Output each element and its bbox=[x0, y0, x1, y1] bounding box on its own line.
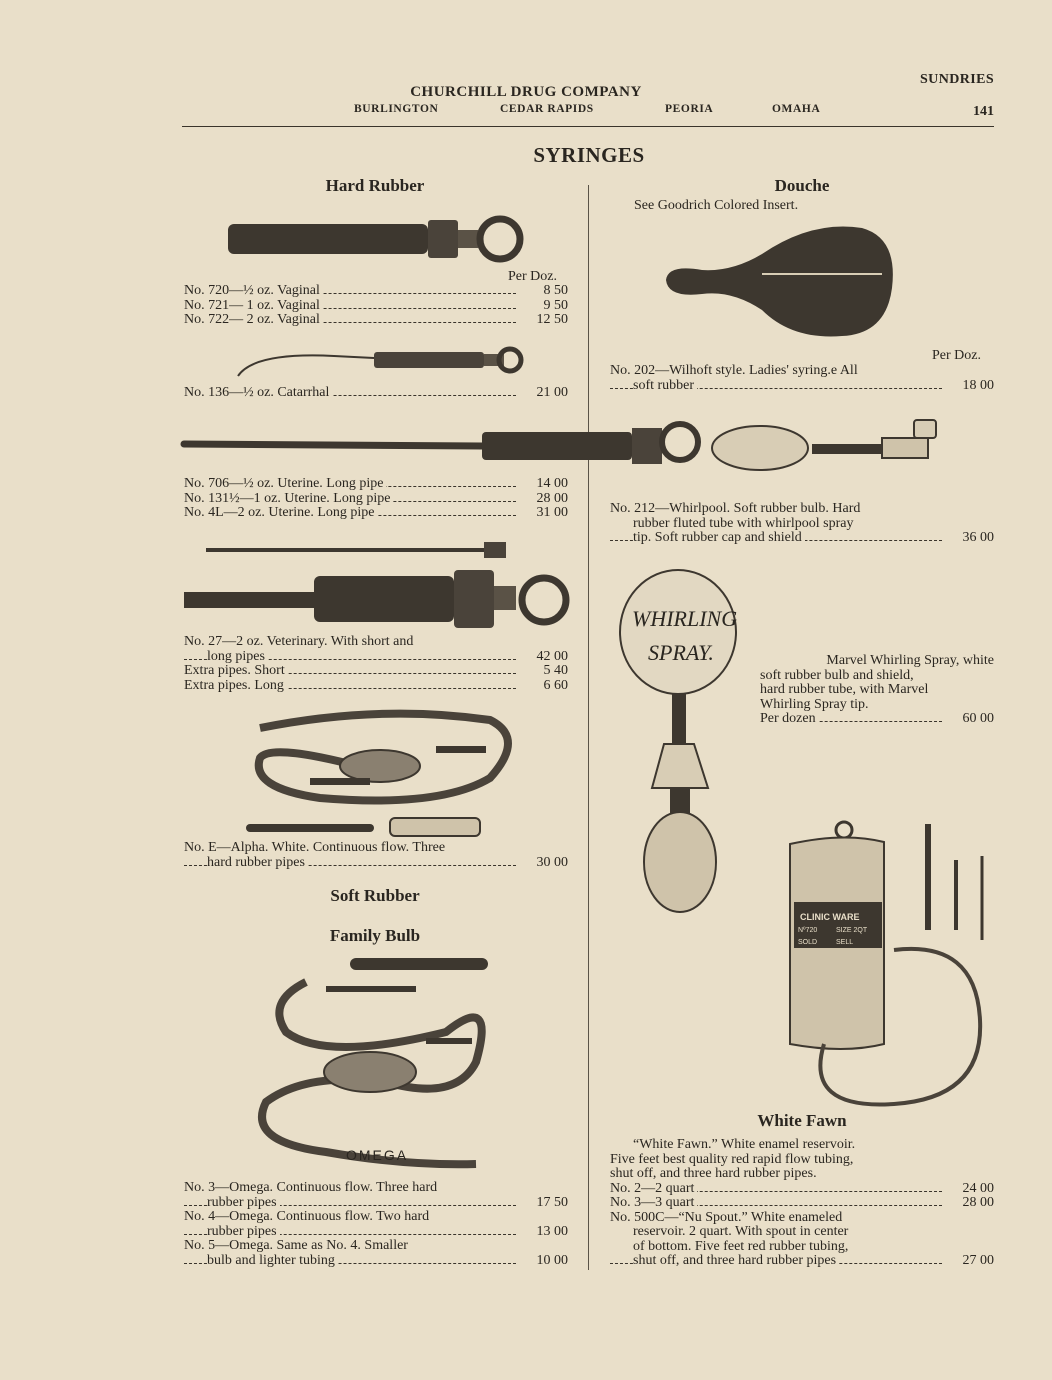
spray-bulb-text: SPRAY. bbox=[648, 640, 714, 665]
entry-line: No. E—Alpha. White. Continuous flow. Three bbox=[184, 841, 568, 856]
price-row: rubber pipes 13 00 bbox=[184, 1225, 568, 1240]
entry-line: reservoir. 2 quart. With spout in center bbox=[610, 1225, 994, 1240]
city-omaha: OMAHA bbox=[772, 103, 821, 115]
soft-rubber-heading: Soft Rubber bbox=[330, 886, 420, 905]
uterine-and-whirlpool-illustration bbox=[182, 418, 942, 474]
douche-heading: Douche bbox=[774, 176, 830, 195]
alpha-entry bbox=[184, 841, 568, 870]
family-bulb-heading: Family Bulb bbox=[329, 926, 421, 945]
entry-line: of bottom. Five feet red rubber tubing, bbox=[610, 1240, 994, 1255]
omega-bulb-label: OMEGA bbox=[346, 1147, 409, 1163]
veterinary-syringe-illustration bbox=[184, 538, 574, 634]
reservoir-size: SIZE 2QT bbox=[836, 927, 868, 934]
douche-note: See Goodrich Colored Insert. bbox=[634, 198, 799, 213]
omega-entries bbox=[184, 1181, 568, 1268]
price-row: No. 3—3 quart 28 00 bbox=[610, 1196, 994, 1210]
entry-line: No. 202—Wilhoft style. Ladies' syring.e All bbox=[610, 364, 994, 379]
page-title: SYRINGES bbox=[533, 143, 645, 167]
reservoir-number: Nº720 bbox=[798, 927, 818, 934]
price-row: No. 721— 1 oz. Vaginal 9 50 bbox=[184, 298, 568, 313]
reservoir-sold: SOLD bbox=[798, 939, 818, 946]
price-row: No. 720—½ oz. Vaginal 8 50 bbox=[184, 284, 568, 298]
price-row: No. 136—½ oz. Catarrhal 21 00 bbox=[184, 386, 568, 400]
entry-line: No. 27—2 oz. Veterinary. With short and bbox=[184, 635, 568, 650]
per-doz-label-right: Per Doz. bbox=[932, 348, 981, 363]
price-row: rubber pipes 17 50 bbox=[184, 1196, 568, 1211]
desc-line: Marvel Whirling Spray, white bbox=[826, 654, 994, 668]
fountain-reservoir-illustration bbox=[784, 820, 994, 1120]
whirling-spray-illustration bbox=[612, 566, 762, 926]
douche-202-entry bbox=[610, 364, 994, 393]
desc-line: soft rubber bulb and shield, bbox=[760, 669, 994, 684]
whirlpool-212-entry bbox=[610, 502, 994, 546]
uterine-syringe-list bbox=[184, 477, 568, 521]
vaginal-syringe-list bbox=[184, 284, 568, 328]
hard-rubber-heading: Hard Rubber bbox=[325, 176, 425, 195]
price-row: hard rubber pipes 30 00 bbox=[184, 856, 568, 871]
whirling-bulb-text: WHIRLING bbox=[632, 606, 738, 631]
price-row: Extra pipes. Long 6 60 bbox=[184, 678, 568, 693]
price-row: No. 131½—1 oz. Uterine. Long pipe 28 00 bbox=[184, 491, 568, 506]
company-name: CHURCHILL DRUG COMPANY bbox=[410, 84, 642, 100]
reservoir-brand: CLINIC WARE bbox=[800, 912, 860, 922]
desc-line: “White Fawn.” White enamel reservoir. bbox=[610, 1138, 994, 1153]
price-row: Extra pipes. Short 5 40 bbox=[184, 664, 568, 678]
douche-bulb-illustration bbox=[662, 224, 902, 342]
price-row: bulb and lighter tubing 10 00 bbox=[184, 1254, 568, 1269]
veterinary-entry bbox=[184, 635, 568, 693]
price-row: No. 722— 2 oz. Vaginal 12 50 bbox=[184, 313, 568, 327]
city-cedar-rapids: CEDAR RAPIDS bbox=[500, 103, 594, 115]
catarrhal-syringe-illustration bbox=[234, 346, 534, 382]
desc-line: Whirling Spray tip. bbox=[760, 698, 994, 713]
catarrhal-entry bbox=[184, 386, 568, 401]
entry-line: No. 4—Omega. Continuous flow. Two hard bbox=[184, 1210, 568, 1225]
price-row: No. 706—½ oz. Uterine. Long pipe 14 00 bbox=[184, 477, 568, 491]
column-divider bbox=[588, 185, 589, 1270]
entry-line: rubber fluted tube with whirlpool spray bbox=[610, 517, 994, 532]
price-row: tip. Soft rubber cap and shield 36 00 bbox=[610, 531, 994, 546]
whirling-spray-description bbox=[760, 654, 994, 727]
price-row: long pipes 42 00 bbox=[184, 650, 568, 665]
city-burlington: BURLINGTON bbox=[354, 103, 439, 115]
white-fawn-heading: White Fawn bbox=[757, 1111, 847, 1130]
price-row: Per dozen 60 00 bbox=[760, 712, 994, 726]
white-fawn-description bbox=[610, 1138, 994, 1269]
desc-line: hard rubber tube, with Marvel bbox=[760, 683, 994, 698]
alpha-syringe-illustration bbox=[240, 708, 530, 842]
omega-syringe-illustration bbox=[246, 952, 506, 1178]
city-peoria: PEORIA bbox=[665, 103, 714, 115]
entry-line: No. 5—Omega. Same as No. 4. Smaller bbox=[184, 1239, 568, 1254]
price-row: No. 2—2 quart 24 00 bbox=[610, 1181, 994, 1196]
desc-line: shut off, and three hard rubber pipes. bbox=[610, 1167, 994, 1182]
entry-line: No. 3—Omega. Continuous flow. Three hard bbox=[184, 1181, 568, 1196]
price-row: soft rubber 18 00 bbox=[610, 379, 994, 394]
hard-rubber-syringe-illustration bbox=[228, 216, 528, 268]
entry-line: No. 500C—“Nu Spout.” White enameled bbox=[610, 1211, 994, 1226]
section-title: SUNDRIES bbox=[920, 72, 994, 87]
entry-line: No. 212—Whirlpool. Soft rubber bulb. Hard bbox=[610, 502, 994, 517]
price-row: shut off, and three hard rubber pipes 27 00 bbox=[610, 1254, 994, 1269]
price-row: No. 4L—2 oz. Uterine. Long pipe 31 00 bbox=[184, 506, 568, 520]
header-rule bbox=[182, 126, 994, 127]
page-number: 141 bbox=[973, 104, 994, 119]
per-doz-label-left: Per Doz. bbox=[508, 269, 557, 284]
reservoir-sell: SELL bbox=[836, 939, 854, 946]
desc-line: Five feet best quality red rapid flow tubing, bbox=[610, 1153, 994, 1168]
